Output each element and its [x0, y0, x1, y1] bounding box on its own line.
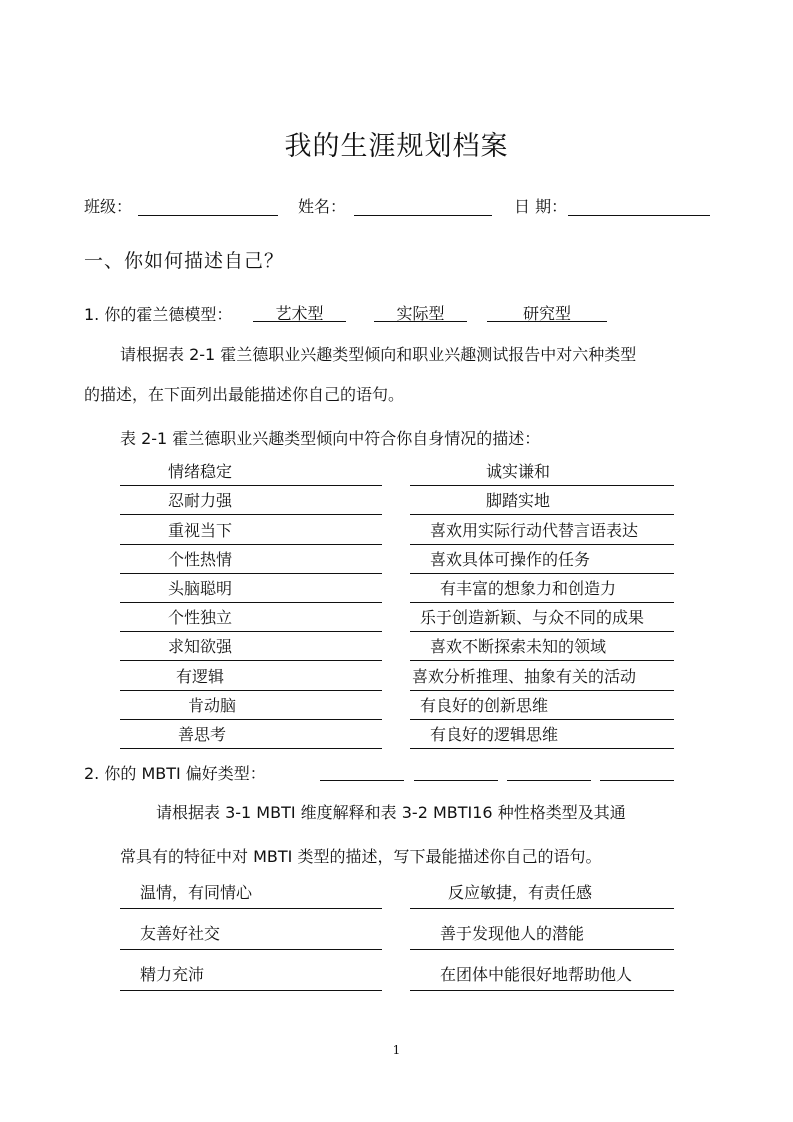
mbti-instruction-line-1: 请根据表 3-1 MBTI 维度解释和表 3-2 MBTI16 种性格类型及其通 — [156, 803, 626, 822]
mbti-blank-4[interactable] — [600, 780, 674, 781]
table-cell-left[interactable]: 情绪稳定 — [120, 461, 382, 486]
table-cell-right[interactable]: 有良好的创新思维 — [410, 695, 674, 720]
table-cell-left[interactable]: 求知欲强 — [120, 636, 382, 661]
table-cell-left[interactable]: 肯动脑 — [120, 695, 382, 720]
mbti-cell-left[interactable]: 精力充沛 — [120, 962, 382, 991]
mbti-blank-3[interactable] — [507, 780, 591, 781]
table-cell-right[interactable]: 乐于创造新颖、与众不同的成果 — [410, 607, 674, 632]
table-cell-left[interactable]: 善思考 — [120, 724, 382, 749]
table-cell-right[interactable]: 脚踏实地 — [410, 490, 674, 515]
page-title: 我的生涯规划档案 — [284, 131, 509, 162]
table-cell-left[interactable]: 个性独立 — [120, 607, 382, 632]
table-cell-left[interactable]: 重视当下 — [120, 520, 382, 545]
mbti-instruction-line-2: 常具有的特征中对 MBTI 类型的描述，写下最能描述你自己的语句。 — [120, 847, 602, 866]
table-caption: 表 2-1 霍兰德职业兴趣类型倾向中符合你自身情况的描述： — [120, 429, 541, 448]
mbti-blank-1[interactable] — [320, 780, 404, 781]
table-cell-right[interactable]: 喜欢分析推理、抽象有关的活动 — [410, 666, 674, 691]
mbti-question-label: 2. 你的 MBTI 偏好类型： — [84, 764, 266, 783]
holland-answer-2[interactable]: 实际型 — [396, 304, 445, 323]
mbti-cell-left[interactable]: 温情，有同情心 — [120, 880, 382, 909]
table-cell-right[interactable]: 有良好的逻辑思维 — [410, 724, 674, 749]
table-cell-right[interactable]: 喜欢具体可操作的任务 — [410, 549, 674, 574]
mbti-cell-left[interactable]: 友善好社交 — [120, 921, 382, 950]
table-cell-right[interactable]: 喜欢用实际行动代替言语表达 — [410, 520, 674, 545]
section-heading: 一、你如何描述自己？ — [84, 250, 285, 272]
table-cell-left[interactable]: 头脑聪明 — [120, 578, 382, 603]
date-label: 日 期： — [514, 197, 568, 216]
table-cell-right[interactable]: 诚实谦和 — [410, 461, 674, 486]
holland-instruction-line-2: 的描述，在下面列出最能描述你自己的语句。 — [84, 385, 405, 404]
holland-answer-3[interactable]: 研究型 — [522, 304, 571, 323]
table-cell-left[interactable]: 忍耐力强 — [120, 490, 382, 515]
name-label: 姓名： — [298, 197, 347, 216]
page-number: 1 — [392, 1043, 401, 1057]
holland-question-label: 1. 你的霍兰德模型： — [84, 305, 233, 324]
holland-instruction-line-1: 请根据表 2-1 霍兰德职业兴趣类型倾向和职业兴趣测试报告中对六种类型 — [120, 345, 637, 364]
mbti-blank-2[interactable] — [414, 780, 498, 781]
table-cell-left[interactable]: 个性热情 — [120, 549, 382, 574]
table-cell-right[interactable]: 喜欢不断探索未知的领域 — [410, 636, 674, 661]
mbti-cell-right[interactable]: 在团体中能很好地帮助他人 — [410, 962, 674, 991]
info-line — [84, 194, 712, 218]
mbti-cell-right[interactable]: 反应敏捷，有责任感 — [410, 880, 674, 909]
mbti-cell-right[interactable]: 善于发现他人的潜能 — [410, 921, 674, 950]
table-cell-left[interactable]: 有逻辑 — [120, 666, 382, 691]
class-field[interactable] — [138, 215, 278, 216]
date-field[interactable] — [568, 215, 710, 216]
holland-answer-1[interactable]: 艺术型 — [275, 304, 324, 323]
table-cell-right[interactable]: 有丰富的想象力和创造力 — [410, 578, 674, 603]
class-label: 班级： — [84, 197, 133, 216]
name-field[interactable] — [354, 215, 492, 216]
